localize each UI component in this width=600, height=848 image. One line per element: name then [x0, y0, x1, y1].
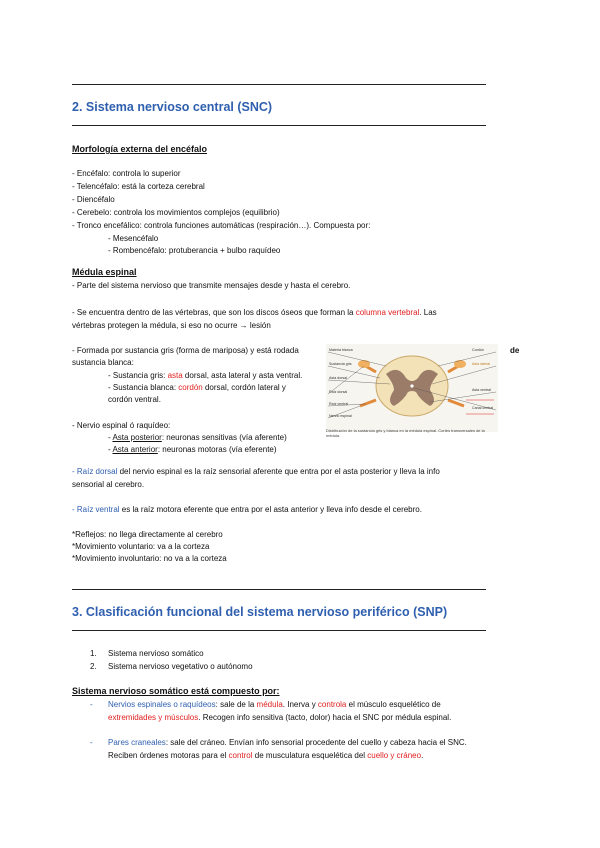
formada-line: - Formada por sustancia gris (forma de mariposa) y está rodada [72, 346, 299, 355]
figure-label: Raíz ventral [329, 402, 349, 406]
morph-title: Morfología externa del encéfalo [72, 144, 208, 154]
section-2-title: 2. Sistema nervioso central (SNC) [72, 100, 273, 114]
asta-posterior: - Asta posterior: neuronas sensitivas (vía aferente) [108, 433, 287, 442]
figure-label: Asta dorsal [329, 376, 347, 380]
medula-definition: - Parte del sistema nervioso que transmite mensajes desde y hasta el cerebro. [72, 281, 351, 290]
bullet-nervios-espinales: - Nervios espinales o raquídeos: sale de la médula. Inerva y controla el músculo esquelético de [90, 700, 441, 709]
morph-item: - Diencéfalo [72, 195, 115, 204]
figure-label: Cordón [472, 348, 484, 352]
list-item: 2. Sistema nervioso vegetativo o autónomo [90, 662, 253, 671]
somatico-title: Sistema nervioso somático está compuesto por: [72, 686, 280, 696]
list-item: 1. Sistema nervioso somático [90, 649, 204, 658]
spinal-cord-figure [326, 344, 498, 432]
tronco-item: - Mesencéfalo [108, 234, 159, 243]
divider [72, 630, 486, 631]
figure-label: Sustancia gris [329, 362, 352, 366]
sustancia-blanca-2: cordón ventral. [108, 395, 161, 404]
note: *Reflejos: no llega directamente al cerebro [72, 530, 223, 539]
spinal-cord-diagram [326, 344, 498, 432]
raiz-dorsal-2: sensorial al cerebro. [72, 480, 145, 489]
highlight-columna: columna vertebral [355, 308, 420, 317]
bullet-nervios-espinales-2: extremidades y músculos. Recogen info sensitiva (tacto, dolor) hacia el SNC por médula espinal. [108, 713, 452, 722]
divider [72, 125, 486, 126]
bullet-pares-craneales-2: Reciben órdenes motoras para el control de musculatura esquelética del cuello y cráneo. [108, 751, 424, 760]
figure-label: Materia blanca [329, 348, 353, 352]
raiz-dorsal: - Raíz dorsal del nervio espinal es la raíz sensorial aferente que entra por el asta posterior y lleva la info [72, 467, 440, 476]
figure-caption: Distribución de la sustancia gris y blanca en la médula espinal. Cortes transversales de la médula. [326, 428, 485, 438]
vertebras-line: - Se encuentra dentro de las vértebras, que son los discos óseos que forman la columna vertebral. Las [72, 308, 437, 317]
sustancia-blanca: - Sustancia blanca: cordón dorsal, cordón lateral y [108, 383, 286, 392]
medula-title: Médula espinal [72, 267, 137, 277]
figure-label: Canal central [472, 406, 494, 410]
nervio-espinal: - Nervio espinal ó raquídeo: [72, 421, 171, 430]
sustancia-gris: - Sustancia gris: asta dorsal, asta lateral y asta ventral. [108, 371, 303, 380]
note: *Movimiento voluntario: va a la corteza [72, 542, 210, 551]
section-3-title: 3. Clasificación funcional del sistema nervioso periférico (SNP) [72, 605, 448, 619]
morph-item: - Tronco encefálico: controla funciones automáticas (respiración…). Compuesta por: [72, 221, 371, 230]
formada-line-end: de [510, 346, 520, 355]
figure-label: Raíz dorsal [329, 390, 348, 394]
morph-item: - Cerebelo: controla los movimientos complejos (equilibrio) [72, 208, 280, 217]
figure-label: Nervio espinal [329, 414, 352, 418]
figure-label: Asta lateral [472, 362, 490, 366]
morph-item: - Telencéfalo: está la corteza cerebral [72, 182, 205, 191]
figure-label: Asta ventral [472, 388, 491, 392]
asta-anterior: - Asta anterior: neuronas motoras (vía eferente) [108, 445, 277, 454]
note: *Movimiento involuntario: no va a la corteza [72, 554, 227, 563]
formada-line-2: sustancia blanca: [72, 358, 134, 367]
raiz-ventral: - Raíz ventral es la raíz motora eferente que entra por el asta anterior y lleva info desde el cerebro. [72, 505, 422, 514]
vertebras-line-2: vértebras protegen la médula, si eso no ocurre → lesión [72, 321, 271, 330]
tronco-item: - Rombencéfalo: protuberancia + bulbo raquídeo [108, 246, 281, 255]
bullet-pares-craneales: - Pares craneales: sale del cráneo. Envían info sensorial procedente del cuello y cabeza hacia el SNC. [90, 738, 467, 747]
divider [72, 84, 486, 85]
morph-item: - Encéfalo: controla lo superior [72, 169, 181, 178]
divider [72, 589, 486, 590]
